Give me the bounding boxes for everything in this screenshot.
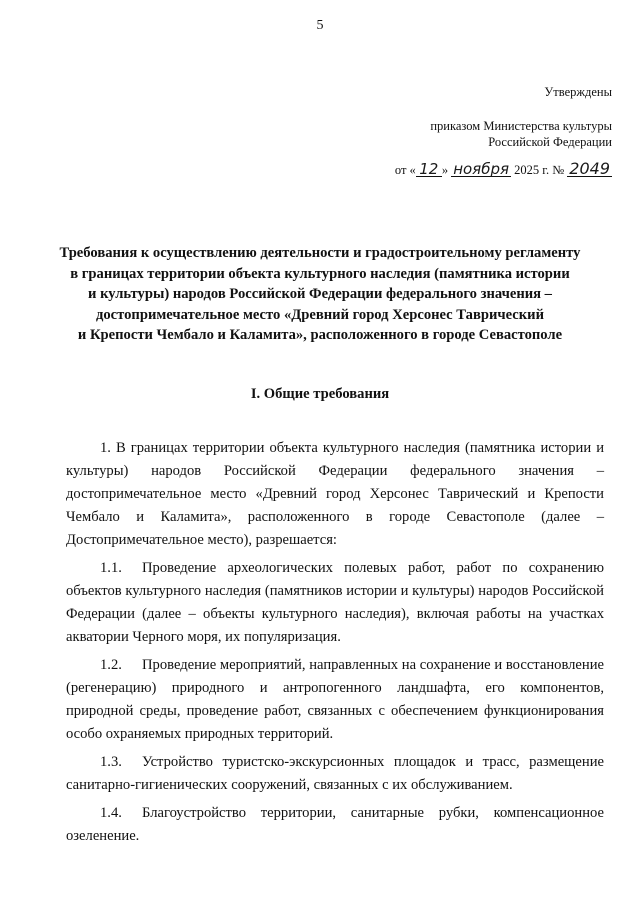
date-quote-close: » bbox=[441, 163, 449, 177]
approval-stamp-approved: Утверждены bbox=[544, 85, 612, 99]
title-line: и Крепости Чембало и Каламита», расположенного в городе Севастополе bbox=[77, 327, 563, 343]
order-date-line bbox=[395, 161, 612, 179]
title-line: в границах территории объекта культурного наследия (памятника истории bbox=[70, 265, 570, 282]
paragraph-1: 1. В границах территории объекта культурного наследия (памятника истории и культуры) народов Российской Федерации федерального значения – достопримечательное место «Древний город Херсонес Таврический и Крепости Чембало и Каламита», расположенного в городе Севастополе (далее – Достопримечательное место), разрешается: bbox=[66, 440, 604, 548]
title-line: достопримечательное место «Древний город Херсонес Таврический bbox=[96, 306, 544, 323]
item-number: 1.4. bbox=[100, 805, 122, 821]
title-line: Требования к осуществлению деятельности и градостроительному регламенту bbox=[59, 245, 581, 261]
item-text: Благоустройство территории, санитарные рубки, компенсационное озеленение. bbox=[66, 805, 604, 844]
item-text: Проведение мероприятий, направленных на сохранение и восстановление (регенерацию) природного и антропогенного ландшафта, его компонентов, природной среды, проведение работ, связанных с обеспечением функционирования особо охраняемых природных территорий. bbox=[66, 657, 604, 742]
handwritten-day: 12 bbox=[416, 162, 442, 177]
handwritten-month: ноября bbox=[453, 160, 509, 178]
document-title bbox=[40, 243, 600, 346]
handwritten-order-number: 2049 bbox=[569, 159, 610, 178]
approval-order-line-1: приказом Министерства культуры bbox=[430, 119, 612, 133]
year-and-number-label: 2025 г. № bbox=[514, 163, 565, 177]
item-number: 1.2. bbox=[100, 657, 122, 673]
list-item bbox=[66, 654, 604, 746]
item-text: Устройство туристско-экскурсионных площадок и трасс, размещение санитарно-гигиенических сооружений, связанных с их обслуживанием. bbox=[66, 754, 604, 793]
item-number: 1.3. bbox=[100, 754, 122, 770]
item-text: Проведение археологических полевых работ, работ по сохранению объектов культурного наследия (памятников истории и культуры) народов Российской Федерации (далее – объекты культурного наследия), включая работы на участках акватории Черного моря, их популяризация. bbox=[66, 560, 604, 645]
title-line: и культуры) народов Российской Федерации федерального значения – bbox=[88, 286, 552, 302]
list-item bbox=[66, 802, 604, 848]
document-body bbox=[66, 437, 604, 848]
list-item bbox=[66, 751, 604, 797]
section-heading: I. Общие требования bbox=[250, 386, 390, 402]
approval-order-line-2: Российской Федерации bbox=[488, 135, 612, 149]
list-item bbox=[66, 557, 604, 649]
date-prefix: от « bbox=[394, 163, 416, 177]
page-number: 5 bbox=[316, 18, 324, 33]
approval-order-block bbox=[430, 118, 612, 150]
item-number: 1.1. bbox=[100, 560, 122, 576]
